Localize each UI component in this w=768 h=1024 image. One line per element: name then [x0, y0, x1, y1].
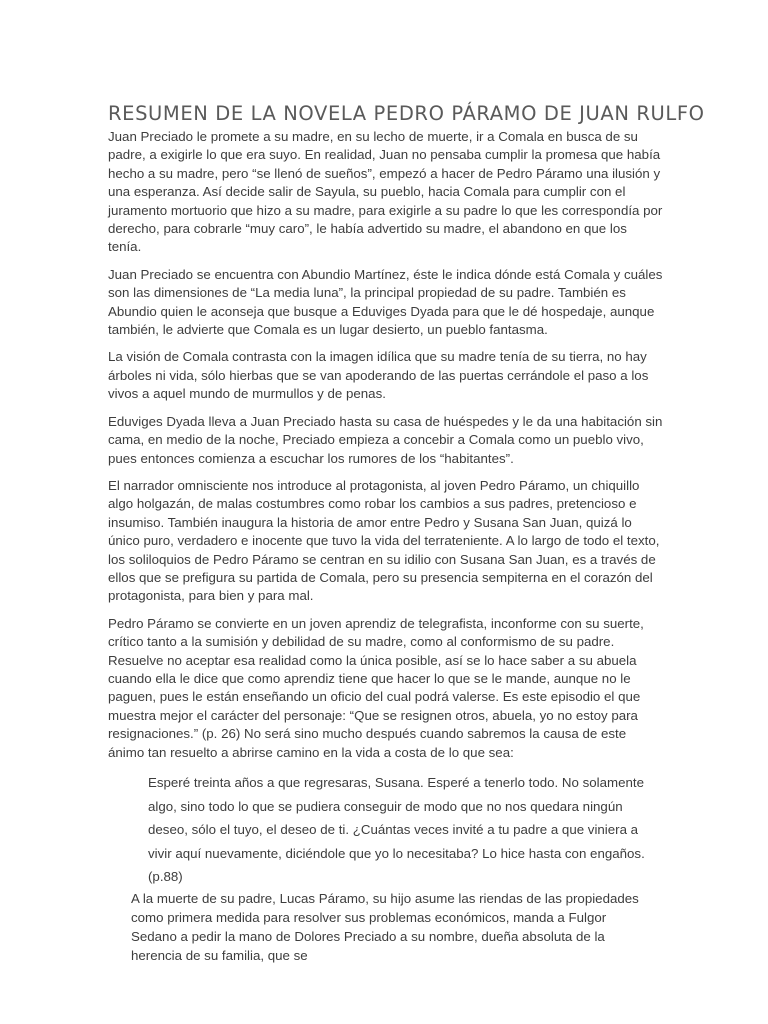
paragraph-1: Juan Preciado le promete a su madre, en su lecho de muerte, ir a Comala en busca de su padre, a exigirle lo que era suyo. En realidad, Juan no pensaba cumplir la promesa que había hecho a su madre, pero “se llenó de sueños”, empezó a hacer de Pedro Páramo una ilusión y una esperanza. Así decide salir de Sayula, su pueblo, hacia Comala para cumplir con el juramento mortuorio que hizo a su madre, para exigirle a su padre lo que les correspondía por derecho, para cobrarle “muy caro”, le había advertido su madre, el abandono en que los tenía. — [108, 129, 663, 255]
paragraph-6: Pedro Páramo se convierte en un joven aprendiz de telegrafista, inconforme con su suerte, crítico tanto a la sumisión y debilidad de su madre, como al conformismo de su padre. Resuelve no aceptar esa realidad como la única posible, así se lo hace saber a su abuela cuando ella le dice que como aprendiz tiene que hacer lo que se le mande, aunque no le paguen, pues le están enseñando un oficio del cual podrá valerse. Es este episodio el que muestra mejor el carácter del personaje: “Que se resignen otros, abuela, yo no estoy para resignaciones.” (p. 26) No será sino mucho después cuando sabremos la causa de este ánimo tan resuelto a abrirse camino en la vida a costa de lo que sea: — [108, 615, 644, 760]
paragraph-4: Eduviges Dyada lleva a Juan Preciado hasta su casa de huéspedes y le da una habitación sin cama, en medio de la noche, Preciado empieza a concebir a Comala como un pueblo vivo, pues entonces comienza a escuchar los rumores de los “habitantes”. — [108, 413, 663, 466]
paragraph-2: Juan Preciado se encuentra con Abundio Martínez, éste le indica dónde está Comala y cuáles son las dimensiones de “La media luna”, la principal propiedad de su padre. También es Abundio quien le aconseja que busque a Eduviges Dyada para que le dé hospedaje, aunque también, le advierte que Comala es un lugar desierto, un pueblo fantasma. — [108, 266, 663, 338]
document-body — [108, 128, 663, 965]
block-quote: Esperé treinta años a que regresaras, Susana. Esperé a tenerlo todo. No solamente algo, sino todo lo que se pudiera conseguir de modo que no nos quedara ningún deseo, sólo el tuyo, el deseo de ti. ¿Cuántas veces invité a tu padre a que viniera a vivir aquí nuevamente, diciéndole que yo lo necesitaba? Lo hice hasta con engaños. (p.88) — [148, 775, 645, 884]
paragraph-5: El narrador omnisciente nos introduce al protagonista, al joven Pedro Páramo, un chiquillo algo holgazán, de malas costumbres como robar los cambios a sus padres, pretencioso e insumiso. También inaugura la historia de amor entre Pedro y Susana San Juan, quizá lo único puro, verdadero e inocente que tuvo la vida del terrateniente. A lo largo de todo el texto, los soliloquios de Pedro Páramo se centran en su idilio con Susana San Juan, es a través de ellos que se prefigura su partida de Comala, pero su presencia sempiterna en el corazón del protagonista, para bien y para mal. — [108, 477, 660, 604]
document-title: RESUMEN DE LA NOVELA PEDRO PÁRAMO DE JUAN RULFO — [108, 102, 705, 125]
paragraph-7: A la muerte de su padre, Lucas Páramo, su hijo asume las riendas de las propiedades como primera medida para resolver sus problemas económicos, manda a Fulgor Sedano a pedir la mano de Dolores Preciado a su nombre, dueña absoluta de la herencia de su familia, que se — [131, 890, 639, 963]
paragraph-3: La visión de Comala contrasta con la imagen idílica que su madre tenía de su tierra, no hay árboles ni vida, sólo hierbas que se van apoderando de las puertas cerrándole el paso a los vivos a aquel mundo de murmullos y de penas. — [108, 349, 649, 402]
